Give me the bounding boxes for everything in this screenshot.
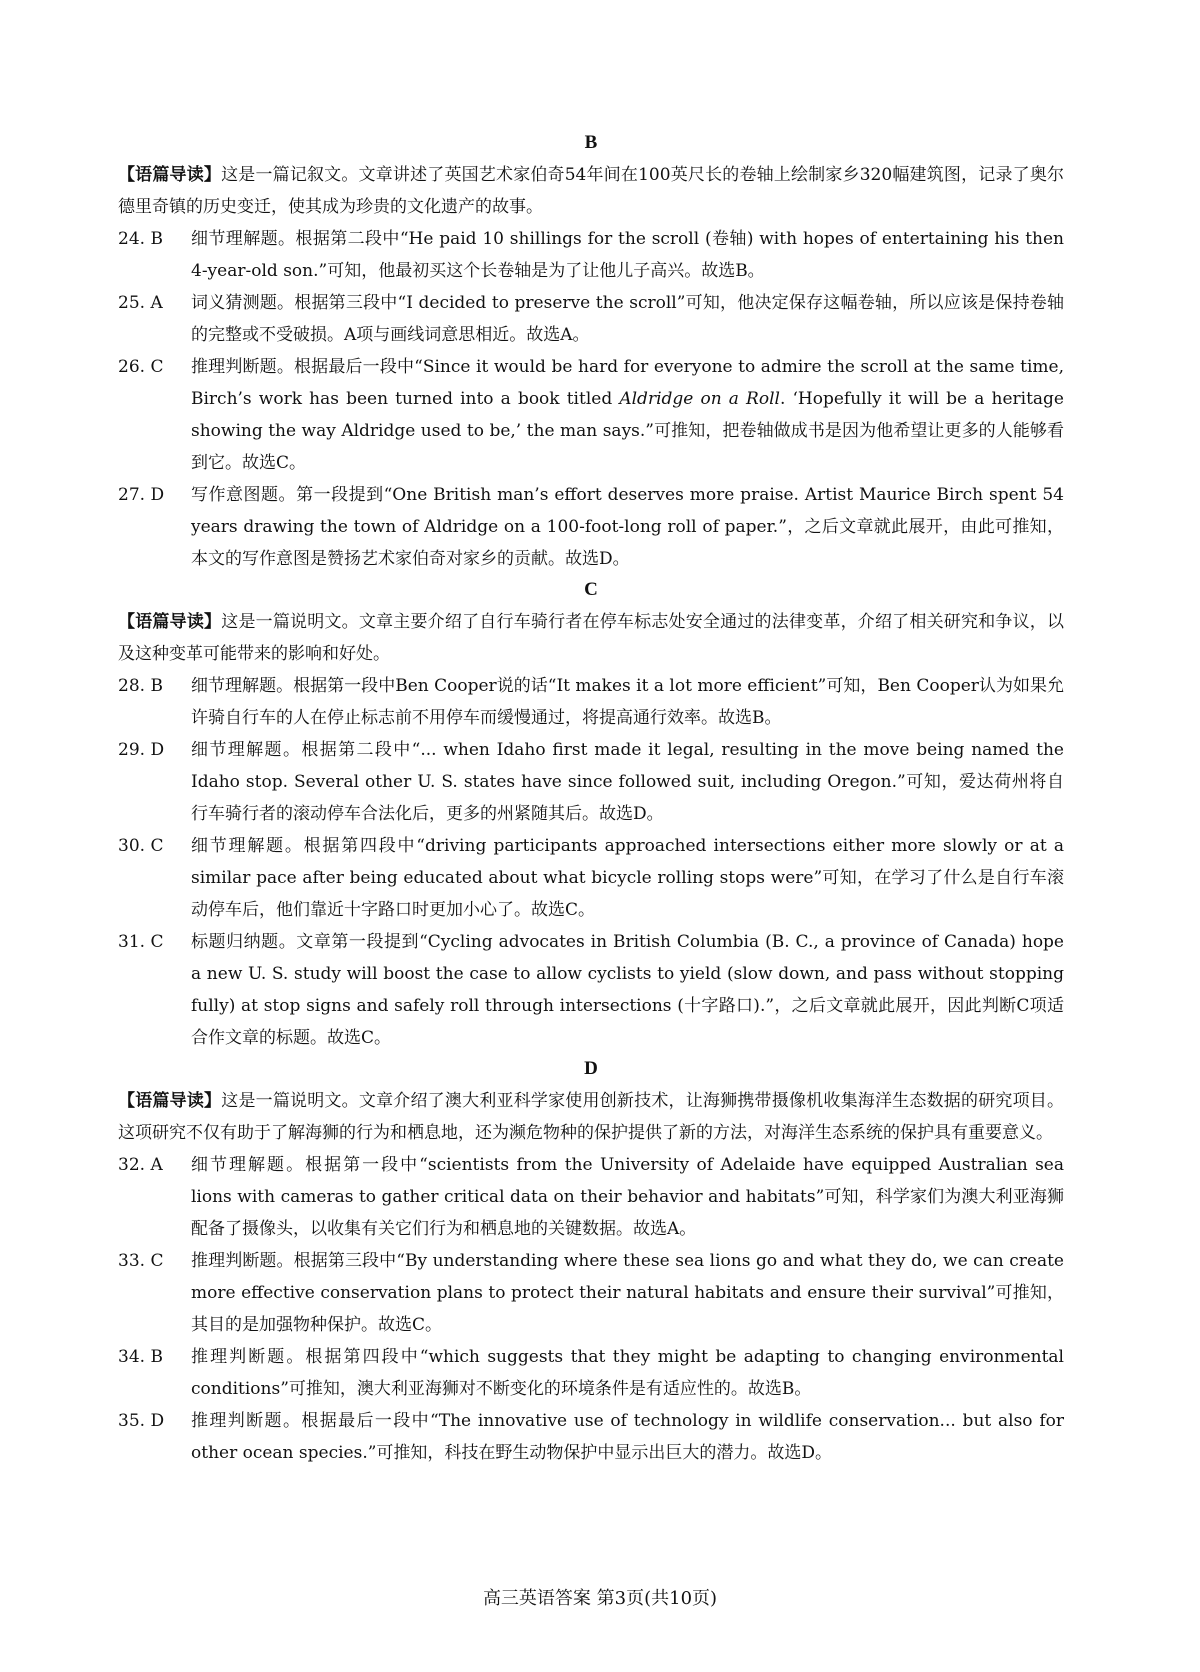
book-title: Aldridge on a Roll	[619, 389, 780, 409]
answer-item	[118, 670, 1064, 734]
guide-label: 【语篇导读】	[118, 165, 222, 185]
answer-item	[118, 287, 1064, 351]
answer-item	[118, 1341, 1064, 1405]
answer-item	[118, 223, 1064, 287]
answer-item	[118, 926, 1064, 1054]
answer-number: 30. C	[118, 836, 164, 856]
answer-page	[118, 128, 1064, 1469]
answer-item	[118, 479, 1064, 575]
answer-item	[118, 1405, 1064, 1469]
answer-explanation: 细节理解题。根据第四段中“driving participants approached intersections either more slowly or at a similar pace after being educated about what bicycle rolling stops were”可知，在学习了什么是自行车滚动停车后，他们靠近十字路口时更加小心了。故选C。	[191, 836, 1064, 920]
reading-guide	[118, 159, 1064, 223]
answer-number: 33. C	[118, 1251, 164, 1271]
answer-explanation: 标题归纳题。文章第一段提到“Cycling advocates in British Columbia (B. C., a province of Canada) hope a new U. S. study will boost the case to allow cyclists to yield (slow down, and pass without stopping fully) at stop signs and safely roll through intersections (十字路口).”，之后文章就此展开，因此判断C项适合作文章的标题。故选C。	[191, 932, 1064, 1048]
answer-number: 35. D	[118, 1411, 165, 1431]
answer-explanation: 细节理解题。根据第二段中“... when Idaho first made it legal, resulting in the move being named the Idaho stop. Several other U. S. states have since followed suit, including Oregon.”可知，爱达荷州将自行车骑行者的滚动停车合法化后，更多的州紧随其后。故选D。	[191, 740, 1064, 824]
answer-explanation: 推理判断题。根据第四段中“which suggests that they might be adapting to changing environmental conditions”可推知，澳大利亚海狮对不断变化的环境条件是有适应性的。故选B。	[191, 1347, 1064, 1399]
section-heading: C	[584, 579, 598, 600]
answer-item	[118, 1149, 1064, 1245]
answer-number: 32. A	[118, 1155, 163, 1175]
answer-explanation: 细节理解题。根据第二段中“He paid 10 shillings for the scroll (卷轴) with hopes of entertaining his then 4-year-old son.”可知，他最初买这个长卷轴是为了让他儿子高兴。故选B。	[191, 229, 1064, 281]
section-b	[118, 132, 1064, 575]
section-d	[118, 1058, 1064, 1469]
answer-number: 24. B	[118, 229, 163, 249]
answer-text-part: 推理判断题。根据最后一段中“Since it would be hard for everyone to admire the scroll at the same time, Birch’s work has been turned into a book titled	[191, 357, 1064, 409]
answer-explanation: 写作意图题。第一段提到“One British man’s effort deserves more praise. Artist Maurice Birch spent 54 years drawing the town of Aldridge on a 100-foot-long roll of paper.”，之后文章就此展开，由此可推知，本文的写作意图是赞扬艺术家伯奇对家乡的贡献。故选D。	[191, 485, 1064, 569]
section-heading: B	[584, 132, 598, 153]
answer-number: 25. A	[118, 293, 163, 313]
answer-explanation: 词义猜测题。根据第三段中“I decided to preserve the scroll”可知，他决定保存这幅卷轴，所以应该是保持卷轴的完整或不受破损。A项与画线词意思相近。故选A。	[191, 293, 1064, 345]
guide-text: 这是一篇说明文。文章介绍了澳大利亚科学家使用创新技术，让海狮携带摄像机收集海洋生态数据的研究项目。这项研究不仅有助于了解海狮的行为和栖息地，还为濒危物种的保护提供了新的方法，对海洋生态系统的保护具有重要意义。	[118, 1091, 1065, 1143]
section-heading: D	[584, 1058, 598, 1079]
answer-number: 31. C	[118, 932, 164, 952]
answer-number: 29. D	[118, 740, 165, 760]
section-c	[118, 579, 1064, 1054]
answer-text-part: . ‘Hopefully it will be a heritage showing the way Aldridge used to be,’ the man says.”可推知，把卷轴做成书是因为他希望让更多的人能够看到它。故选C。	[191, 389, 1064, 473]
answer-explanation	[118, 351, 1064, 479]
answer-item	[118, 734, 1064, 830]
guide-text: 这是一篇记叙文。文章讲述了英国艺术家伯奇54年间在100英尺长的卷轴上绘制家乡320幅建筑图，记录了奥尔德里奇镇的历史变迁，使其成为珍贵的文化遗产的故事。	[118, 165, 1064, 217]
answer-number: 27. D	[118, 485, 165, 505]
answer-explanation: 细节理解题。根据第一段中“scientists from the University of Adelaide have equipped Australian sea lions with cameras to gather critical data on their behavior and habitats”可知，科学家们为澳大利亚海狮配备了摄像头，以收集有关它们行为和栖息地的关键数据。故选A。	[191, 1155, 1064, 1239]
page-footer: 高三英语答案 第3页(共10页)	[482, 1588, 718, 1609]
answer-explanation: 推理判断题。根据第三段中“By understanding where these sea lions go and what they do, we can create more effective conservation plans to protect their natural habitats and ensure their survival”可推知，其目的是加强物种保护。故选C。	[191, 1251, 1064, 1335]
answer-explanation: 细节理解题。根据第一段中Ben Cooper说的话“It makes it a lot more efficient”可知，Ben Cooper认为如果允许骑自行车的人在停止标志前不用停车而缓慢通过，将提高通行效率。故选B。	[191, 676, 1064, 728]
answer-item	[118, 830, 1064, 926]
answer-item	[118, 1245, 1064, 1341]
guide-text: 这是一篇说明文。文章主要介绍了自行车骑行者在停车标志处安全通过的法律变革，介绍了相关研究和争议，以及这种变革可能带来的影响和好处。	[118, 612, 1065, 664]
answer-number: 26. C	[118, 357, 164, 377]
guide-label: 【语篇导读】	[118, 1091, 222, 1111]
guide-label: 【语篇导读】	[118, 612, 222, 632]
answer-item	[118, 351, 1064, 479]
reading-guide	[118, 1085, 1064, 1149]
answer-explanation: 推理判断题。根据最后一段中“The innovative use of technology in wildlife conservation... but also for other ocean species.”可推知，科技在野生动物保护中显示出巨大的潜力。故选D。	[191, 1411, 1064, 1463]
answer-number: 28. B	[118, 676, 163, 696]
answer-number: 34. B	[118, 1347, 163, 1367]
reading-guide	[118, 606, 1064, 670]
